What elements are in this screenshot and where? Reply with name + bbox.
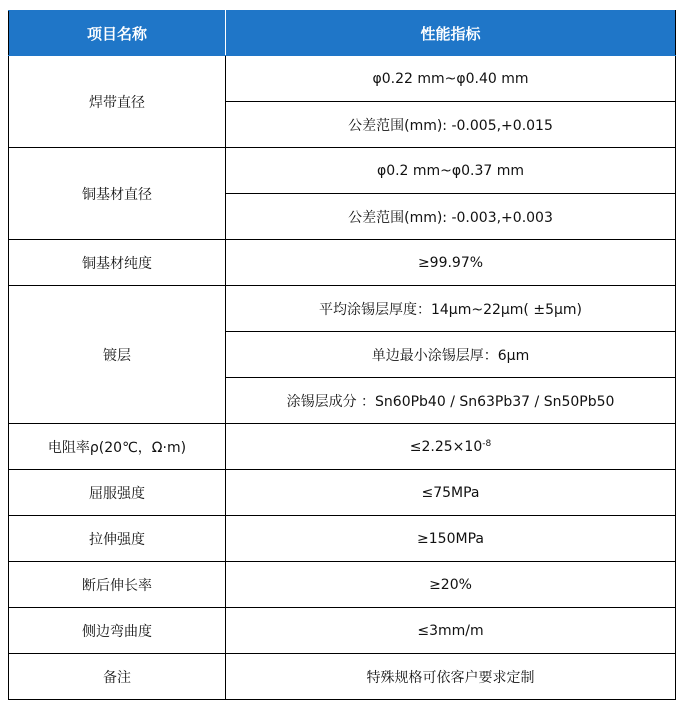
elongation-value: ≥20% xyxy=(226,562,676,608)
resistivity-value-base: ≤2.25×10 xyxy=(409,438,483,455)
coating-min-thickness: 单边最小涂锡层厚：6μm xyxy=(226,332,676,378)
resistivity-value xyxy=(226,424,676,470)
copper-diameter-tolerance: 公差范围(mm): -0.003,+0.003 xyxy=(226,194,676,240)
coating-avg-thickness: 平均涂锡层厚度：14μm~22μm( ±5μm) xyxy=(226,286,676,332)
copper-diameter-range: φ0.2 mm~φ0.37 mm xyxy=(226,148,676,194)
resistivity-value-exponent: -8 xyxy=(482,438,492,449)
table-row xyxy=(9,562,676,608)
table-row xyxy=(9,608,676,654)
header-item-name: 项目名称 xyxy=(9,11,226,56)
coating-label: 镀层 xyxy=(9,286,226,424)
table-row xyxy=(9,654,676,700)
ribbon-diameter-range: φ0.22 mm~φ0.40 mm xyxy=(226,56,676,102)
spec-table xyxy=(8,10,676,700)
table-row xyxy=(9,148,676,194)
copper-diameter-label: 铜基材直径 xyxy=(9,148,226,240)
spec-table-container xyxy=(8,10,676,700)
table-row xyxy=(9,424,676,470)
copper-purity-value: ≥99.97% xyxy=(226,240,676,286)
table-row xyxy=(9,56,676,102)
tensile-strength-value: ≥150MPa xyxy=(226,516,676,562)
table-row xyxy=(9,240,676,286)
remarks-label: 备注 xyxy=(9,654,226,700)
copper-purity-label: 铜基材纯度 xyxy=(9,240,226,286)
table-header-row xyxy=(9,11,676,56)
resistivity-label: 电阻率ρ(20℃，Ω·m) xyxy=(9,424,226,470)
yield-strength-label: 屈服强度 xyxy=(9,470,226,516)
tensile-strength-label: 拉伸强度 xyxy=(9,516,226,562)
elongation-label: 断后伸长率 xyxy=(9,562,226,608)
side-bend-value: ≤3mm/m xyxy=(226,608,676,654)
header-performance: 性能指标 xyxy=(226,11,676,56)
ribbon-diameter-label: 焊带直径 xyxy=(9,56,226,148)
remarks-value: 特殊规格可依客户要求定制 xyxy=(226,654,676,700)
coating-composition: 涂锡层成分 ：Sn60Pb40 / Sn63Pb37 / Sn50Pb50 xyxy=(226,378,676,424)
table-row xyxy=(9,470,676,516)
table-row xyxy=(9,286,676,332)
side-bend-label: 侧边弯曲度 xyxy=(9,608,226,654)
yield-strength-value: ≤75MPa xyxy=(226,470,676,516)
table-row xyxy=(9,516,676,562)
ribbon-diameter-tolerance: 公差范围(mm): -0.005,+0.015 xyxy=(226,102,676,148)
